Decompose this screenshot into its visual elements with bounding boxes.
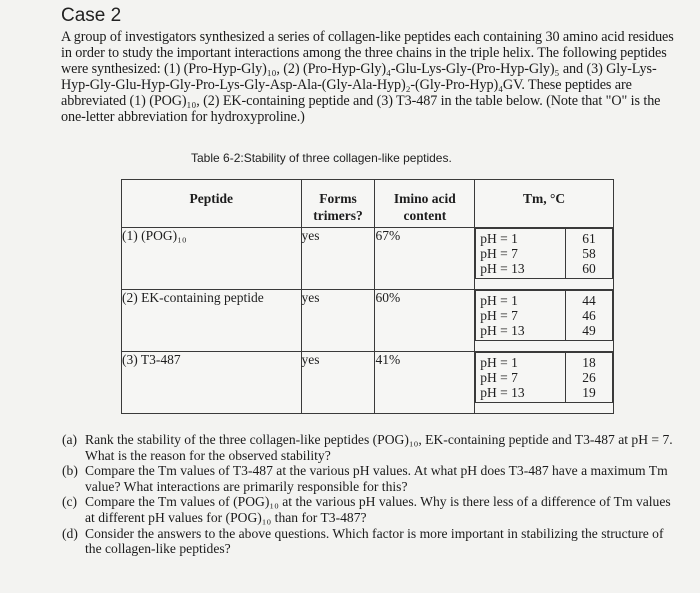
question-text: Compare the Tm values of T3-487 at the various pH values. At what pH does T3-487 have a maximum Tm value? What interactions are primarily responsible for this?: [85, 463, 668, 494]
cell-tm: [475, 290, 614, 352]
question-text: Consider the answers to the above questions. Which factor is more important in stabilizing the structure of the collagen-like peptides?: [85, 525, 664, 557]
ph-label: pH = 1: [480, 231, 518, 246]
ph-label: pH = 13: [480, 385, 525, 400]
ph-label: pH = 7: [480, 308, 518, 323]
question-item: [62, 494, 682, 525]
question-text: Compare the Tm values of (POG)₁₀ at the various pH values. Why is there less of a difference of Tm values at different pH values for (POG)₁₀ than for T3-487?: [85, 494, 671, 525]
case-title: Case 2: [61, 5, 122, 26]
question-label: (d): [62, 525, 78, 541]
question-label: (c): [62, 494, 78, 510]
table-row: [122, 228, 614, 290]
intro-paragraph: A group of investigators synthesized a series of collagen-like peptides each containing 30 amino acid residues in order to study the important interactions among the three chains in the triple helix. The following peptides were synthesized: (1) (Pro-Hyp-Gly)₁₀, (2) (Pro-Hyp-Gly)₄-Glu-Lys-Gly-(Pro-Hyp-Gly)₅ and (3) Gly-Lys-Hyp-Gly-Glu-Hyp-Gly-Pro-Lys-Gly-Asp-Ala-(Gly-Ala-Hyp)₂-(Gly-Pro-Hyp)₄GV. These peptides are abbreviated (1) (POG)₁₀, (2) EK-containing peptide and (3) T3-487 in the table below. (Note that "O" is the one-letter abbreviation for hydroxyproline.): [61, 29, 674, 125]
cell-forms-trimers: yes: [301, 228, 375, 290]
tm-value: 61: [582, 231, 596, 246]
question-item: [62, 526, 682, 557]
question-text: Rank the stability of the three collagen-like peptides (POG)₁₀, EK-containing peptide and T3-487 at pH = 7. What is the reason for the observed stability?: [85, 432, 673, 463]
table-caption: Table 6-2:Stability of three collagen-like peptides.: [191, 151, 452, 165]
table-row: [122, 290, 614, 352]
ph-label: pH = 7: [480, 370, 518, 385]
question-item: [62, 463, 682, 494]
header-forms-trimers: Forms trimers?: [301, 180, 375, 228]
table-header-row: [122, 180, 614, 228]
tm-subtable: [475, 228, 613, 279]
header-peptide: Peptide: [122, 180, 302, 228]
tm-value-column: [566, 229, 612, 278]
question-label: (b): [62, 463, 78, 479]
tm-ph-column: [476, 353, 566, 402]
cell-tm: [475, 228, 614, 290]
cell-peptide-name: (2) EK-containing peptide: [122, 290, 302, 352]
tm-value: 58: [582, 246, 596, 261]
tm-value-column: [566, 353, 612, 402]
cell-peptide-name: (1) (POG)₁₀: [122, 228, 302, 290]
cell-tm: [475, 352, 614, 414]
cell-imino-content: 60%: [375, 290, 475, 352]
tm-ph-column: [476, 229, 566, 278]
ph-label: pH = 1: [480, 355, 518, 370]
cell-forms-trimers: yes: [301, 352, 375, 414]
ph-label: pH = 7: [480, 246, 518, 261]
tm-value: 49: [582, 323, 596, 338]
cell-peptide-name: (3) T3-487: [122, 352, 302, 414]
cell-imino-content: 67%: [375, 228, 475, 290]
cell-forms-trimers: yes: [301, 290, 375, 352]
header-tm: Tm, °C: [475, 180, 614, 228]
ph-label: pH = 1: [480, 293, 518, 308]
header-imino-content: Imino acid content: [375, 180, 475, 228]
tm-value: 44: [582, 293, 596, 308]
tm-value: 19: [582, 385, 596, 400]
ph-label: pH = 13: [480, 323, 525, 338]
tm-subtable: [475, 352, 613, 403]
question-label: (a): [62, 432, 78, 447]
tm-value: 46: [582, 308, 596, 323]
tm-ph-column: [476, 291, 566, 340]
tm-value: 18: [582, 355, 596, 370]
tm-value: 26: [582, 370, 596, 385]
question-list: [62, 432, 682, 557]
question-item: [62, 432, 682, 463]
tm-value: 60: [582, 261, 596, 276]
tm-value-column: [566, 291, 612, 340]
ph-label: pH = 13: [480, 261, 525, 276]
tm-subtable: [475, 290, 613, 341]
cell-imino-content: 41%: [375, 352, 475, 414]
peptide-stability-table: [121, 179, 614, 414]
table-row: [122, 352, 614, 414]
